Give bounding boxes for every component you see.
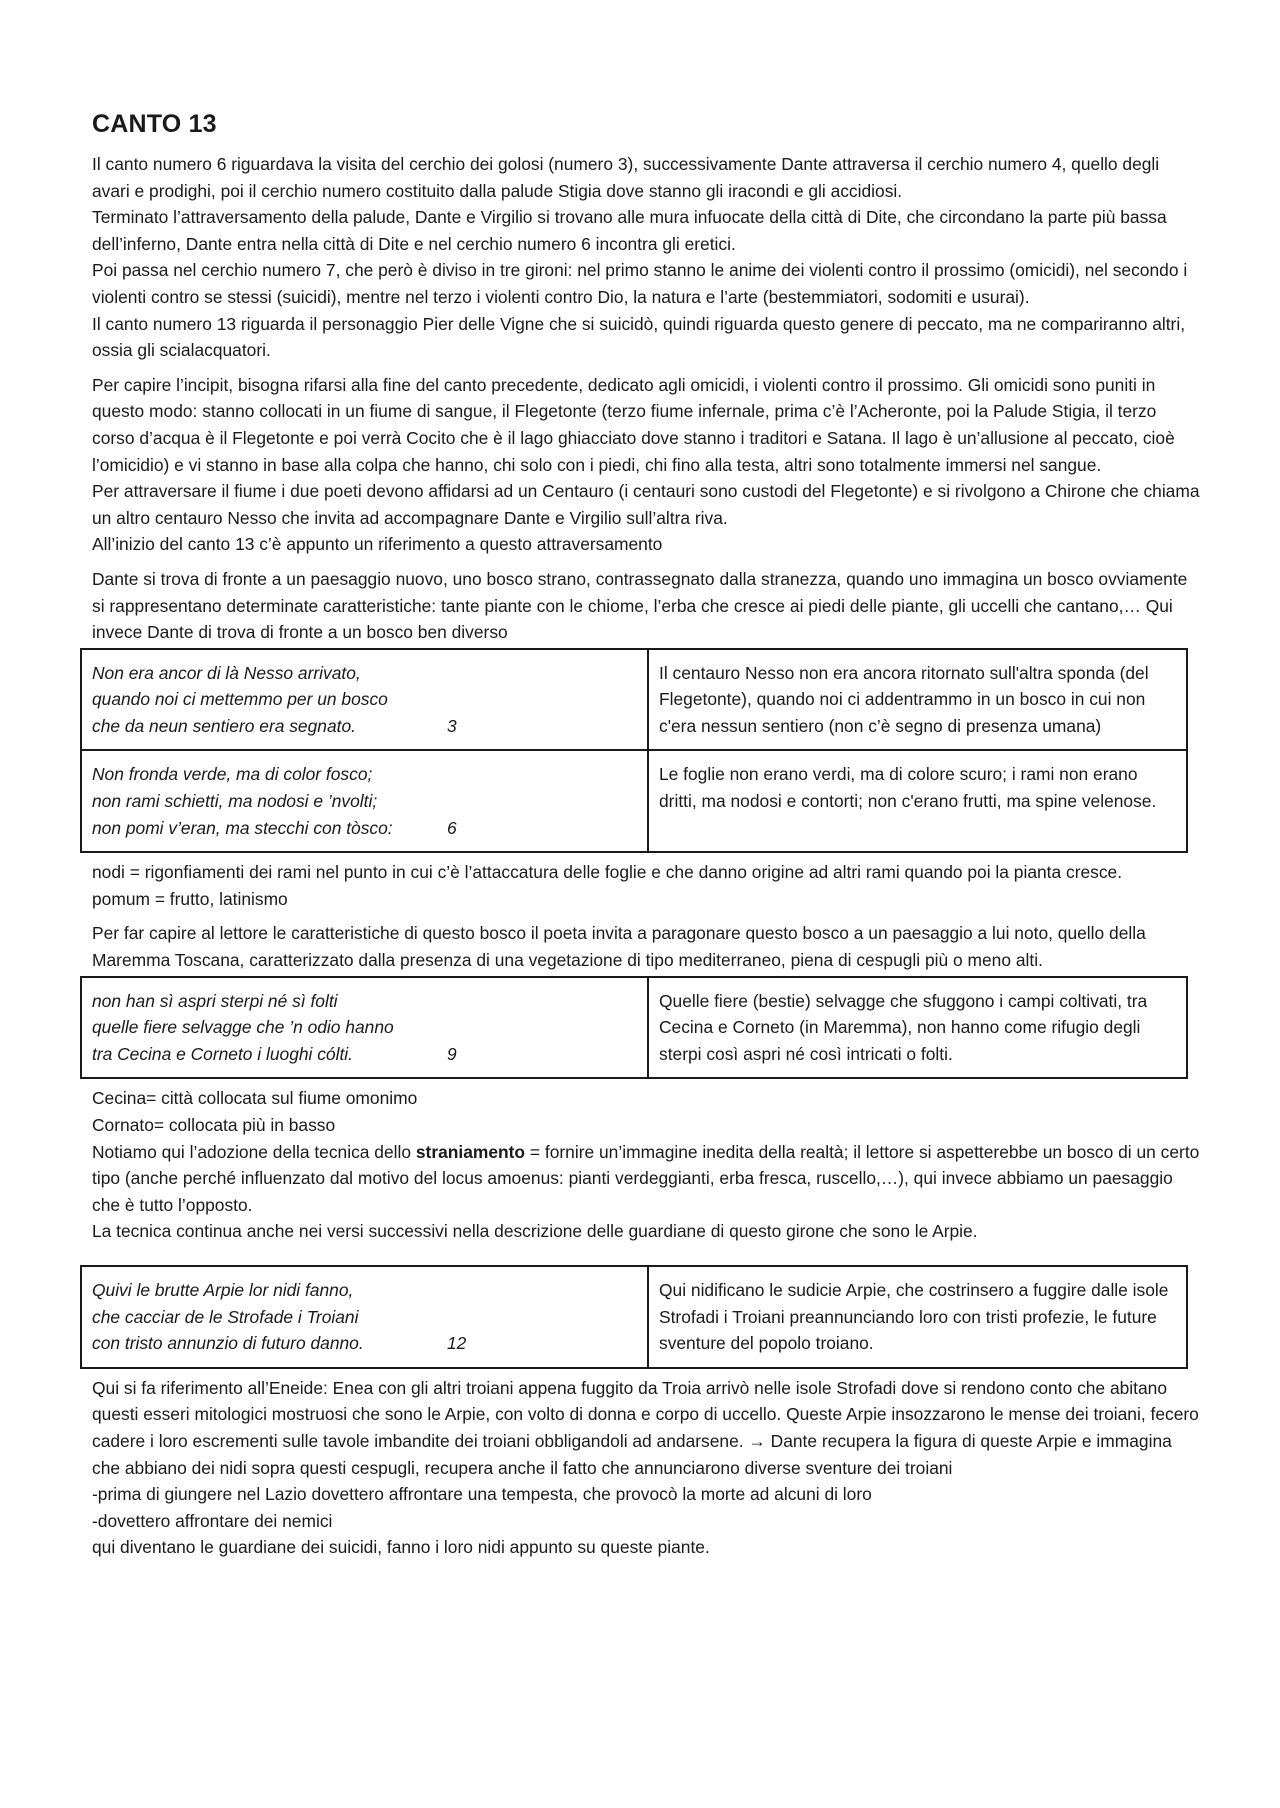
verse-line: Quivi le brutte Arpie lor nidi fanno, [92,1279,354,1300]
paraphrase-cell: Le foglie non erano verdi, ma di colore scuro; i rami non erano dritti, ma nodosi e contorti; non c'erano frutti, ma spine velenose. [648,750,1187,852]
verse-line: non rami schietti, ma nodosi e ’nvolti; [92,791,378,812]
note-line: nodi = rigonfiamenti dei rami nel punto in cui c’è l’attaccatura delle foglie e che danno origine ad altri rami quando poi la pianta cresce. [92,862,1123,883]
verse-row [81,649,1187,751]
paragraph: La tecnica continua anche nei versi successivi nella descrizione delle guardiane di questo girone che sono le Arpie. [92,1221,978,1242]
verse-row [81,977,1187,1079]
verse-table-2 [80,976,1188,1080]
verse-line: Non era ancor di là Nesso arrivato, [92,662,361,683]
verse-text: che da neun sentiero era segnato. [92,715,356,736]
verse-line [92,1330,637,1357]
text-run: = fornire un’immagine inedita della realtà; il lettore si aspetterebbe un bosco di un certo tipo (anche perché influenzato dal motivo del locus amoenus: pianti verdeggianti, erba fresca, ruscello,…), qui invece abbiamo un paesaggio che è tutto l’opposto. [92,1141,1200,1215]
verse-number: 3 [447,715,457,736]
verse-line: quando noi ci mettemmo per un bosco [92,689,388,710]
paragraph: Il canto numero 13 riguarda il personaggio Pier delle Vigne che si suicidò, quindi riguarda questo genere di peccato, ma ne compariranno altri, ossia gli scialacquatori. [92,313,1186,361]
verse-line [92,1041,637,1068]
page-title: CANTO 13 [92,110,217,138]
verse-line: che cacciar de le Strofade i Troiani [92,1306,359,1327]
verse-text: tra Cecina e Corneto i luoghi cólti. [92,1043,353,1064]
paragraph: Terminato l’attraversamento della palude, Dante e Virgilio si trovano alle mura infuocate della città di Dite, che circondano la parte più bassa dell’inferno, Dante entra nella città di Dite e nel cerchio numero 6 incontra gli eretici. [92,207,1167,254]
paraphrase-cell: Qui nidificano le sudicie Arpie, che costrinsero a fuggire dalle isole Strofadi i Troiani preannunciando loro con tristi profezie, le future sventure del popolo troiano. [648,1266,1187,1368]
text-run: Notiamo qui l’adozione della tecnica dello [92,1141,416,1162]
note-line: Cornato= collocata più in basso [92,1115,336,1135]
verse-line: non han sì aspri sterpi né sì folti [92,990,338,1011]
note-line: -dovettero affrontare dei nemici [92,1510,333,1531]
paraphrase-cell: Il centauro Nesso non era ancora ritornato sull'altra sponda (del Flegetonte), quando noi ci addentrammo in un bosco in cui non c'era nessun sentiero (non c’è segno di presenza umana) [648,649,1187,751]
note-line: -prima di giungere nel Lazio dovettero affrontare una tempesta, che provocò la morte ad alcuni di loro [92,1484,872,1505]
verse-table-1 [80,648,1188,854]
verse-cell [81,977,648,1079]
verse-cell [81,1266,648,1368]
verse-line [92,815,637,842]
verse-table-3 [80,1265,1188,1369]
verse-line [92,713,637,740]
eneide-section [92,1375,1200,1561]
verse-cell [81,649,648,751]
verse-line: Non fronda verde, ma di color fosco; [92,764,373,785]
incipit-section [92,372,1200,558]
verse-line: quelle fiere selvagge che ’n odio hanno [92,1017,394,1038]
verse-row [81,750,1187,852]
intro-section [92,151,1200,364]
verse-number: 9 [447,1043,457,1064]
paraphrase-cell: Quelle fiere (bestie) selvagge che sfuggono i campi coltivati, tra Cecina e Corneto (in Maremma), non hanno come rifugio degli sterpi così aspri né così intricati o folti. [648,977,1187,1079]
paragraph: All’inizio del canto 13 c’è appunto un riferimento a questo attraversamento [92,534,663,555]
verse-number: 6 [447,817,457,838]
notes-section-1 [92,859,1200,912]
verse-cell [81,750,648,852]
paragraph: Per capire l’incipit, bisogna rifarsi alla fine del canto precedente, dedicato agli omicidi, i violenti contro il prossimo. Gli omicidi sono puniti in questo modo: stanno collocati in un fiume di sangue, il Flegetonte (terzo fiume infernale, prima c’è l’Acheronte, poi la Palude Stigia, il terzo corso d’acqua è il Flegetonte e poi verrà Cocito che è il lago ghiacciato dove stanno i traditori e Satana. Il lago è un’allusione al peccato, cioè l’omicidio) e vi stanno in base alla colpa che hanno, chi solo con i piedi, chi fino alla testa, altri sono totalmente immersi nel sangue. [92,374,1175,475]
bold-term: straniamento [415,1141,526,1162]
note-line: Cecina= città collocata sul fiume omonimo [92,1088,418,1109]
paragraph: Per attraversare il fiume i due poeti devono affidarsi ad un Centauro (i centauri sono custodi del Flegetonte) e si rivolgono a Chirone che chiama un altro centauro Nesso che invita ad accompagnare Dante e Virgilio sull’altra riva. [92,481,1200,528]
verse-number: 12 [447,1333,467,1354]
paragraph: Qui si fa riferimento all’Eneide: Enea con gli altri troiani appena fuggito da Troia arrivò nelle isole Strofadi dove si rendono conto che abitano questi esseri mitologici mostruosi che sono le Arpie, con volto di donna e corpo di uccello. Queste Arpie insozzarono le mense dei troiani, fecero cadere i loro escrementi sulle tavole imbandite dei troiani obbligandoli ad andarsene. → Dante recupera la figura di queste Arpie e immagina che abbiano dei nidi sopra questi cespugli, recupera anche il fatto che annunciarono diverse sventure dei troiani [92,1377,1199,1478]
spacer [92,1253,1200,1263]
notes-section-2 [92,1085,1200,1245]
note-line: qui diventano le guardiane dei suicidi, fanno i loro nidi appunto su queste piante. [92,1537,710,1558]
bosco-paragraph: Dante si trova di fronte a un paesaggio nuovo, uno bosco strano, contrassegnato dalla stranezza, quando uno immagina un bosco ovviamente si rappresentano determinate caratteristiche: tante piante con le chiome, l’erba che cresce ai piedi delle piante, gli uccelli che cantano,… Qui invece Dante di trova di fronte a un bosco ben diverso [92,568,1188,643]
verse-text: con tristo annunzio di futuro danno. [92,1333,364,1354]
verse-text: non pomi v’eran, ma stecchi con tòsco: [92,817,393,838]
paragraph: Il canto numero 6 riguardava la visita del cerchio dei golosi (numero 3), successivamente Dante attraversa il cerchio numero 4, quello degli avari e prodighi, poi il cerchio numero costituito dalla palude Stigia dove stanno gli iracondi e gli accidiosi. [92,154,1160,201]
paragraph: Poi passa nel cerchio numero 7, che però è diviso in tre gironi: nel primo stanno le anime dei violenti contro il prossimo (omicidi), nel secondo i violenti contro se stessi (suicidi), mentre nel terzo i violenti contro Dio, la natura e l’arte (bestemmiatori, sodomiti e usurai). [92,260,1188,307]
verse-row [81,1266,1187,1368]
straniamento-paragraph [92,1139,1200,1219]
maremma-paragraph: Per far capire al lettore le caratteristiche di questo bosco il poeta invita a paragonare questo bosco a un paesaggio a lui noto, quello della Maremma Toscana, caratterizzato dalla presenza di una vegetazione di tipo mediterraneo, piena di cespugli più o meno alti. [92,923,1146,971]
note-line: pomum = frutto, latinismo [92,888,288,909]
